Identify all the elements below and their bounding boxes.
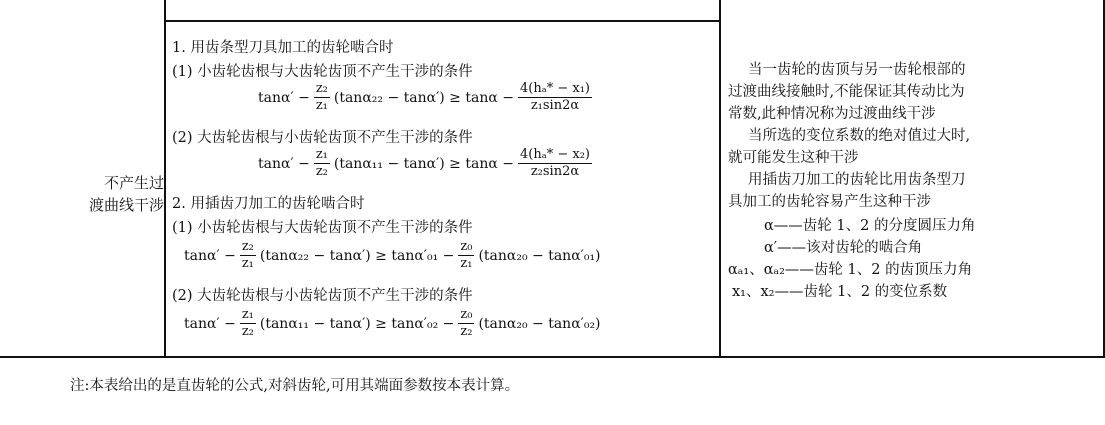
section-1-title: 1. 用齿条型刀具加工的齿轮啮合时 bbox=[172, 40, 394, 56]
section-1-condition-2: (2) 大齿轮齿根与小齿轮齿顶不产生干涉的条件 bbox=[172, 130, 473, 146]
formula-3: tanα′ − $\frac{\text{z₂}}{\text{z₁}}$ (tanα₂₂ − tanα′) ≥ tanα′₀₁ − $\frac{\text{z₀}}{\text{z₁}}$ (tanα₂₀ − tanα′₀₁) bbox=[184, 239, 601, 271]
symbol-x: x₁、x₂——齿轮 1、2 的变位系数 bbox=[732, 284, 948, 300]
section-1-condition-1: (1) 小齿轮齿根与大齿轮齿顶不产生干涉的条件 bbox=[172, 64, 473, 80]
desc-para-1-line-1: 当一齿轮的齿顶与另一齿轮根部的 bbox=[748, 62, 966, 78]
symbol-alpha-prime: α′——该对齿轮的啮合角 bbox=[764, 240, 923, 256]
desc-para-2-line-2: 就可能发生这种干涉 bbox=[728, 150, 859, 166]
desc-para-1-line-2: 过渡曲线接触时,不能保证其传动比为 bbox=[728, 84, 965, 100]
formula-4: tanα′ − $\frac{\text{z₁}}{\text{z₂}}$ (tanα₁₁ − tanα′) ≥ tanα′₀₂ − $\frac{\text{z₀}}{\text{z₂}}$ (tanα₂₀ − tanα′₀₂) bbox=[184, 307, 601, 339]
row-top-border bbox=[165, 20, 720, 22]
symbol-alpha-a: αₐ₁、αₐ₂——齿轮 1、2 的齿顶压力角 bbox=[728, 262, 973, 278]
formula-2: tanα′ − $\frac{\text{z₁}}{\text{z₂}}$ (tanα₁₁ − tanα′) ≥ tanα − $\frac{\text{4(hₐ* − x₂)}}{\text{z₂sin2α}}$ bbox=[258, 147, 590, 179]
section-2-condition-1: (1) 小齿轮齿根与大齿轮齿顶不产生干涉的条件 bbox=[172, 220, 473, 236]
formula-1: tanα′ − $\frac{\text{z₂}}{\text{z₁}}$ (tanα₂₂ − tanα′) ≥ tanα − $\frac{\text{4(hₐ* − x₁)}}{\text{z₁sin2α}}$ bbox=[258, 81, 590, 113]
column-divider-right bbox=[719, 0, 721, 357]
desc-para-1-line-3: 常数,此种情况称为过渡曲线干涉 bbox=[728, 106, 936, 122]
row-category-label bbox=[56, 172, 164, 216]
table-bottom-border bbox=[0, 356, 1105, 358]
section-2-condition-2: (2) 大齿轮齿根与小齿轮齿顶不产生干涉的条件 bbox=[172, 288, 473, 304]
column-divider-left bbox=[164, 0, 166, 357]
table-footnote: 注:本表给出的是直齿轮的公式,对斜齿轮,可用其端面参数按本表计算。 bbox=[70, 378, 520, 394]
desc-para-3-line-2: 具加工的齿轮容易产生这种干涉 bbox=[728, 194, 931, 210]
symbol-alpha: α——齿轮 1、2 的分度圆压力角 bbox=[764, 218, 976, 234]
section-2-title: 2. 用插齿刀加工的齿轮啮合时 bbox=[172, 196, 365, 212]
category-line-1: 不产生过 bbox=[103, 174, 164, 192]
desc-para-3-line-1: 用插齿刀加工的齿轮比用齿条型刀 bbox=[748, 172, 966, 188]
table-right-border bbox=[1103, 0, 1105, 357]
category-line-2: 渡曲线干涉 bbox=[88, 196, 164, 214]
desc-para-2-line-1: 当所选的变位系数的绝对值过大时, bbox=[748, 128, 971, 144]
